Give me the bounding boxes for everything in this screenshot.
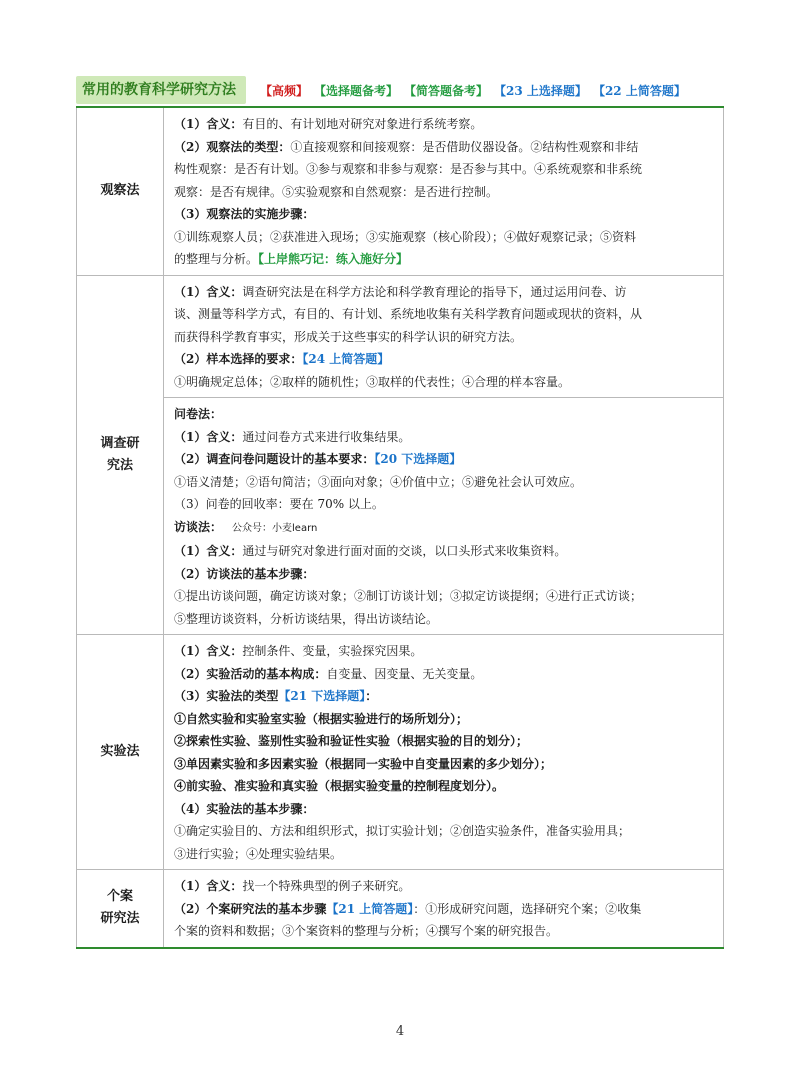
- steps-line: 个案的资料和数据；③个案资料的整理与分析；④撰写个案的研究报告。: [174, 924, 559, 938]
- mnemonic: 【上岸熊巧记：练入施好分】: [258, 252, 409, 266]
- meaning-line: 谈、测量等科学方式，有目的、有计划、系统地收集有关科学教育问题或现状的资料，从: [174, 307, 643, 321]
- exam-tag: 【高频】: [260, 83, 309, 98]
- components-line: [174, 663, 713, 686]
- meaning-line: [174, 426, 713, 449]
- design-heading: [174, 448, 713, 471]
- questionnaire-title: 问卷法：: [174, 407, 223, 421]
- row-label: [77, 275, 164, 635]
- meaning-line: 而获得科学教育事实，形成关于这些事实的科学认识的研究方法。: [174, 329, 523, 344]
- item-label: （2）实验活动的基本构成：: [174, 666, 327, 681]
- item-text: 的整理与分析。: [174, 252, 259, 266]
- exam-tag: 【21 下选择题】: [278, 689, 366, 703]
- design-items: ①语义清楚；②语句简洁；③面向对象；④价值中立；⑤避免社会认可效应。: [174, 474, 583, 489]
- item-text: 找一个特殊典型的例子来研究。: [242, 879, 411, 893]
- meaning-line: [174, 640, 713, 663]
- survey-row: [77, 275, 724, 398]
- item-text: ：①形成研究问题，选择研究个案；②收集: [413, 901, 642, 916]
- type-item: ②探索性实验、鉴别性实验和验证性实验（根据实验的目的划分）；: [174, 734, 529, 748]
- survey-content: [164, 275, 724, 398]
- exam-tag: 【选择题备考】: [314, 83, 399, 98]
- item-label: （2）调查问卷问题设计的基本要求：: [174, 452, 375, 466]
- row-label-text: 研究法: [100, 911, 140, 927]
- steps-line: ⑤整理访谈资料，分析访谈结果，得出访谈结论。: [174, 611, 439, 626]
- types-heading: [174, 685, 713, 708]
- meaning-line: [174, 875, 713, 898]
- item-label: （1）含义：: [174, 117, 243, 131]
- interview-title-line: [174, 516, 713, 541]
- meaning-line: [174, 113, 713, 136]
- item-label: （1）含义：: [174, 429, 243, 444]
- item-text: 通过与研究对象进行面对面的交谈，以口头形式来收集资料。: [242, 544, 567, 558]
- row-label: [77, 107, 164, 275]
- type-item: ①自然实验和实验室实验（根据实验进行的场所划分）；: [174, 711, 469, 726]
- steps-line: ①训练观察人员；②获准进入现场；③实施观察（核心阶段）；④做好观察记录；⑤资料: [174, 229, 637, 244]
- row-label: [77, 870, 164, 948]
- case-row: [77, 870, 724, 948]
- steps-heading: （3）观察法的实施步骤：: [174, 207, 315, 221]
- item-label: ：: [365, 689, 378, 703]
- item-label: （3）实验法的类型: [174, 689, 279, 703]
- item-text: 自变量、因变量、无关变量。: [326, 666, 483, 681]
- type-item: ④前实验、准实验和真实验（根据实验变量的控制程度划分）。: [174, 779, 505, 793]
- item-label: （2）样本选择的要求：: [174, 352, 303, 366]
- exam-tag: 【23 上选择题】: [494, 83, 587, 98]
- type-item: ③单因素实验和多因素实验（根据同一实验中自变量因素的多少划分）；: [174, 756, 553, 771]
- item-text: 有目的、有计划地对研究对象进行系统考察。: [242, 117, 483, 131]
- item-label: （1）含义：: [174, 544, 243, 558]
- steps-line: [174, 248, 713, 271]
- sample-items: ①明确规定总体；②取样的随机性；③取样的代表性；④合理的样本容量。: [174, 374, 571, 389]
- row-label-text: 究法: [106, 457, 133, 473]
- steps-heading: （4）实验法的基本步骤：: [174, 801, 315, 816]
- row-label-text: 实验法: [100, 744, 140, 759]
- steps-heading: （2）访谈法的基本步骤：: [174, 566, 315, 581]
- item-label: （2）个案研究法的基本步骤: [174, 901, 327, 916]
- steps-line: ①确定实验目的、方法和组织形式，拟订实验计划；②创造实验条件，准备实验用具；: [174, 824, 631, 838]
- return-rate: （3）问卷的回收率：要在 70% 以上。: [174, 497, 384, 511]
- section-header: [76, 76, 726, 104]
- section-title: 常用的教育科学研究方法: [76, 76, 246, 104]
- meaning-line: [174, 540, 713, 563]
- types-line: 观察：是否有规律。⑤实验观察和自然观察：是否进行控制。: [174, 184, 499, 199]
- steps-line: ①提出访谈问题，确定访谈对象；②制订访谈计划；③拟定访谈提纲；④进行正式访谈；: [174, 589, 643, 603]
- watermark-text: 公众号：小麦learn: [232, 522, 318, 534]
- item-text: ①直接观察和间接观察：是否借助仪器设备。②结构性观察和非结: [290, 139, 639, 154]
- row-label-text: 观察法: [100, 183, 140, 199]
- experiment-row: [77, 635, 724, 870]
- observation-row: [77, 107, 724, 275]
- page-number: 4: [395, 1024, 405, 1039]
- methods-table: [76, 106, 724, 949]
- item-label: （1）含义：: [174, 879, 243, 893]
- row-label: [77, 635, 164, 870]
- types-line: 构性观察：是否有计划。③参与观察和非参与观察：是否参与其中。④系统观察和非系统: [174, 162, 643, 176]
- item-text: 通过问卷方式来进行收集结果。: [242, 429, 411, 444]
- exam-tags: [260, 82, 692, 99]
- exam-tag: 【21 上简答题】: [326, 901, 414, 916]
- row-label-text: 调查研: [100, 435, 140, 451]
- steps-line: [174, 898, 713, 921]
- observation-content: [164, 107, 724, 275]
- exam-tag: 【20 下选择题】: [374, 452, 462, 466]
- steps-line: ③进行实验；④处理实验结果。: [174, 846, 343, 861]
- types-line: [174, 136, 713, 159]
- item-label: （1）含义：: [174, 284, 243, 299]
- item-text: 控制条件、变量，实验探究因果。: [242, 644, 423, 658]
- sample-heading: [174, 348, 713, 371]
- item-label: （2）观察法的类型：: [174, 139, 291, 154]
- item-label: （1）含义：: [174, 644, 243, 658]
- exam-tag: 【22 上简答题】: [592, 83, 686, 98]
- exam-tag: 【24 上简答题】: [302, 352, 390, 366]
- item-text: 调查研究法是在科学方法论和科学教育理论的指导下，通过运用问卷、访: [242, 284, 627, 299]
- interview-title: 访谈法：: [174, 519, 223, 534]
- experiment-content: [164, 635, 724, 870]
- case-content: [164, 870, 724, 948]
- survey-methods-content: [164, 398, 724, 635]
- survey-subrow: [77, 398, 724, 635]
- row-label-text: 个案: [106, 889, 133, 905]
- exam-tag: 【简答题备考】: [404, 83, 489, 98]
- meaning-line: [174, 281, 713, 304]
